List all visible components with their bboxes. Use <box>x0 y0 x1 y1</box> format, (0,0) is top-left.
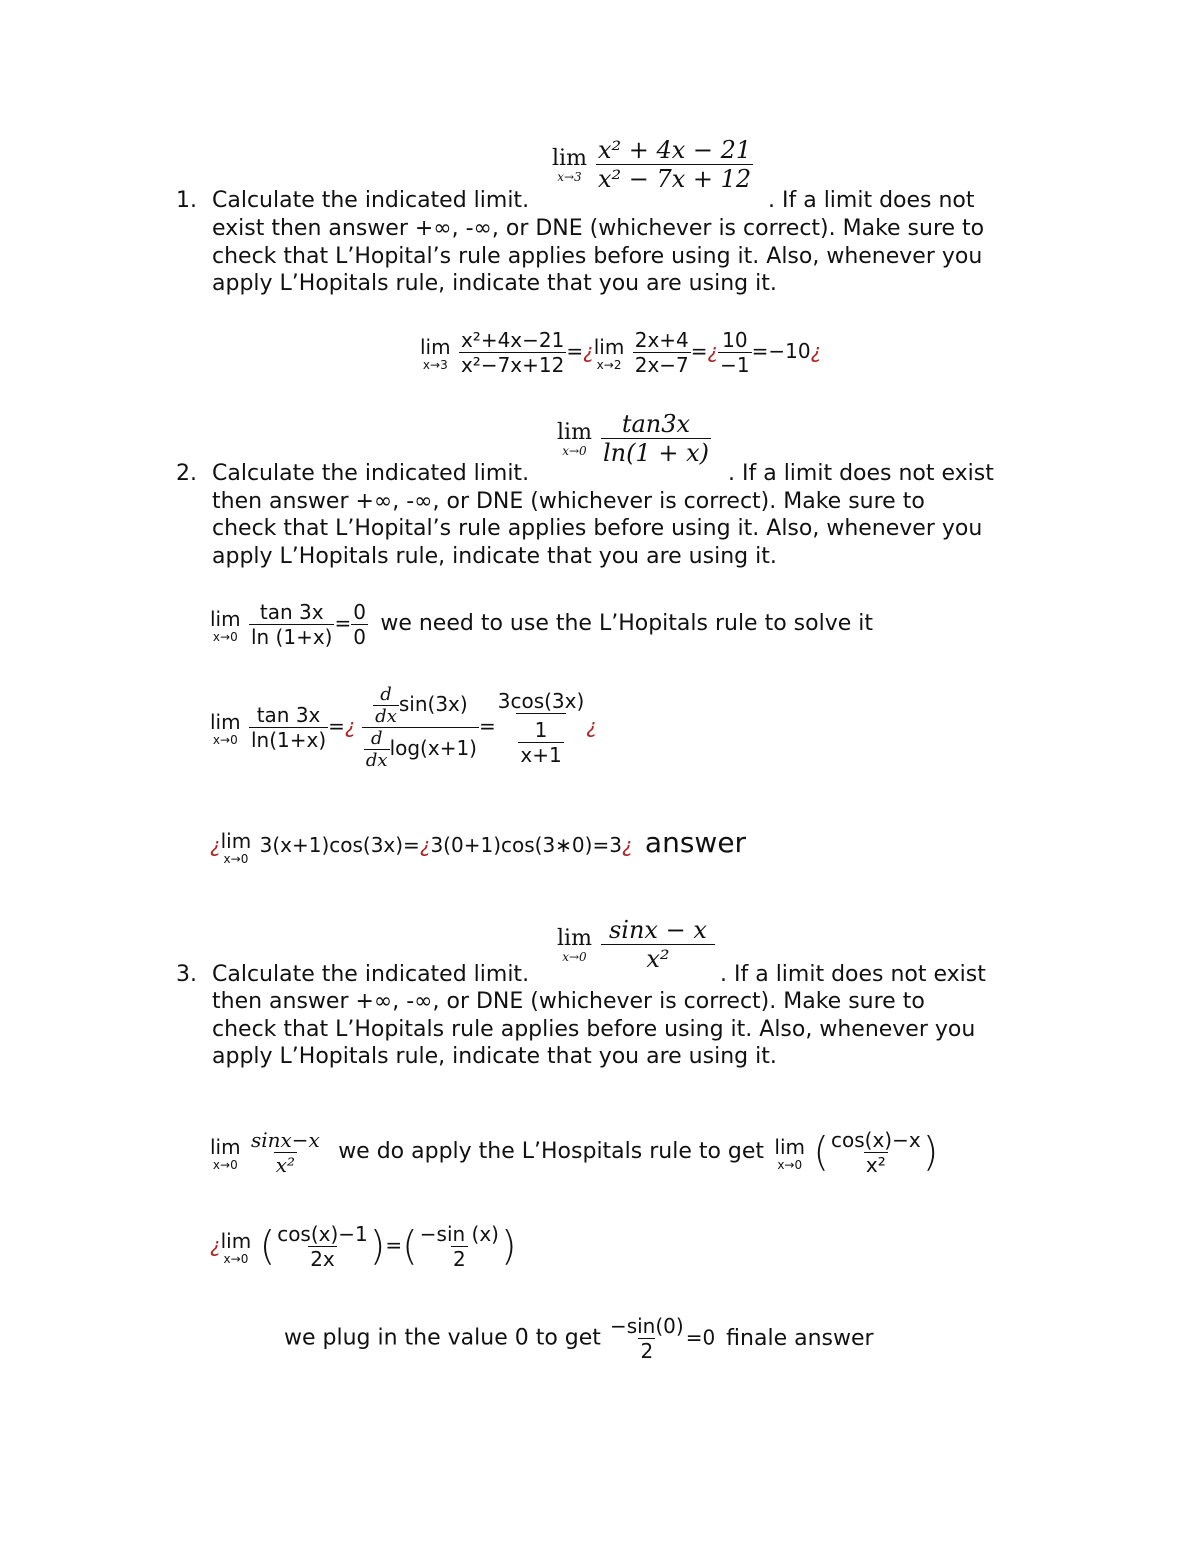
problem-2-line-4: apply L’Hopitals rule, indicate that you are using it. <box>212 544 777 569</box>
solution-3-line-2: ¿ lim x→0 ( $\frac{\cos(x)-1}{2x}$ )=( $\frac{-\sin (x)}{2}$ ) <box>210 1222 517 1271</box>
problem-1-after: . If a limit does not <box>768 188 975 213</box>
problem-1-line-2: exist then answer +∞, -∞, or DNE (whichever is correct). Make sure to <box>212 216 985 241</box>
problem-3-line-4: apply L’Hopitals rule, indicate that you are using it. <box>212 1044 777 1069</box>
problem-1-line-3: check that L’Hopital’s rule applies before using it. Also, whenever you <box>212 244 983 269</box>
problem-1-lead: Calculate the indicated limit. <box>212 188 530 213</box>
answer-label: answer <box>644 826 747 859</box>
problem-3-after: . If a limit does not exist <box>720 962 986 987</box>
solution-3-line-1: lim x→0 $\frac{\sin x-x}{\text{x²}}$ we do apply the L’Hospitals rule to get lim x→0 ( $\frac{\cos(x)-x}{\text{x²}}$ ) <box>210 1128 939 1177</box>
problem-1-num: 1. <box>176 188 197 213</box>
problem-3-num: 3. <box>176 962 197 987</box>
problem-3-line-3: check that L’Hopitals rule applies before using it. Also, whenever you <box>212 1017 976 1042</box>
problem-2-limit: lim x→0 $\frac{\tan 3x}{\ln(1 + x)}$ <box>557 410 709 467</box>
problem-3-line-2: then answer +∞, -∞, or DNE (whichever is correct). Make sure to <box>212 989 925 1014</box>
problem-3-lead: Calculate the indicated limit. <box>212 962 530 987</box>
solution-1: lim x→3 $\frac{\text{x²+4x−21}}{\text{x²−7x+12}}$ =¿ lim x→2 $\frac{2x+4}{2x-7}$ =¿ $\frac{10}{-1}$ =−10¿ <box>420 328 822 377</box>
solution-3-line-3: we plug in the value 0 to get $\frac{-\sin(0)}{2}$ =0 finale answer <box>284 1314 874 1363</box>
problem-2-line-3: check that L’Hopital’s rule applies before using it. Also, whenever you <box>212 516 983 541</box>
limit-denominator: x² − 7x + 12 <box>597 165 752 193</box>
problem-1-limit: lim x→3 $\frac{\text{x² + 4x − 21}}{\text{x² − 7x + 12}}$ <box>552 136 752 193</box>
unknown-glyph: ¿ <box>583 339 594 363</box>
problem-2-after: . If a limit does not exist <box>728 461 994 486</box>
problem-2-lead: Calculate the indicated limit. <box>212 461 530 486</box>
problem-1-line-4: apply L’Hopitals rule, indicate that you are using it. <box>212 271 777 296</box>
problem-2-line-2: then answer +∞, -∞, or DNE (whichever is correct). Make sure to <box>212 489 925 514</box>
problem-3-limit: lim x→0 $\frac{\sin x - x}{\text{x²}}$ <box>557 916 715 973</box>
solution-2-line-3: ¿ lim x→0 3(x+1)cos(3x)=¿3(0+1)cos(3∗0)=3¿ answer <box>210 826 747 866</box>
solution-2-line-1: lim x→0 $\frac{\tan 3x}{\ln (1+x)}$ = $\frac{0}{0}$ we need to use the L’Hopitals rule to solve it <box>210 600 873 649</box>
problem-2-num: 2. <box>176 461 197 486</box>
limit-numerator: x² + 4x − 21 <box>597 136 752 164</box>
solution-2-line-2: lim x→0 $\frac{\tan 3x}{\ln(1+x)}$ =¿ $\frac{d}{dx}$ sin(3x) $\frac{d}{dx}$ log(x+1) = $\frac{3\cos(3x)}{\frac{1}{x+1}}$ ¿ <box>210 684 597 771</box>
